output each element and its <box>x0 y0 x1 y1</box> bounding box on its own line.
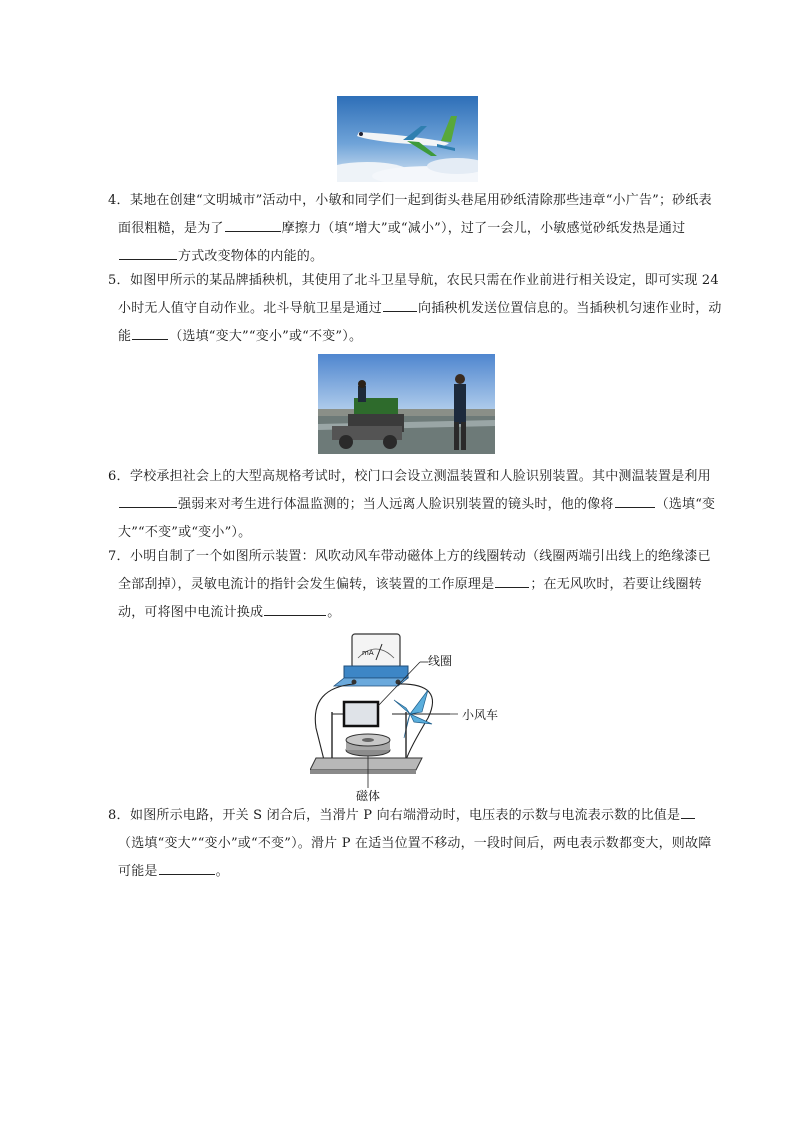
answer-blank[interactable] <box>119 244 177 260</box>
question-text: 向插秧机发送位置信息的。当插秧机匀速作业时，动能 <box>118 301 722 344</box>
question-text: 方式改变物体的内能的。 <box>178 249 324 264</box>
answer-blank[interactable] <box>225 216 281 232</box>
question-text: 如图甲所示的某品牌插秧机，其使用了北斗卫星导航，农民只需在作业前进行相关设定，即可实现 24 小时无人值守自动作业。北斗导航卫星是通过 <box>118 273 719 316</box>
magnet-label: 磁体 <box>356 789 381 803</box>
question-text: （选填“变大”“变小”或“不变”）。 <box>169 329 363 344</box>
question-text: 。 <box>215 864 229 879</box>
meter-unit-label: mA <box>362 649 374 657</box>
question-text: （选填“变大”“变小”或“不变”）。滑片 P 在适当位置不移动，一段时间后，两电表示数都变大，则故障可能是 <box>118 836 712 879</box>
answer-blank[interactable] <box>132 324 168 340</box>
airplane-photo <box>337 96 478 182</box>
question-5 <box>108 267 722 351</box>
question-text: （选填“变大”“不变”或“变小”）。 <box>118 497 716 540</box>
answer-blank[interactable] <box>383 296 417 312</box>
question-text: 某地在创建“文明城市”活动中，小敏和同学们一起到街头巷尾用砂纸清除那些违章“小广告”；砂纸表面很粗糙，是为了 <box>118 193 712 236</box>
answer-blank[interactable] <box>159 859 215 875</box>
answer-blank[interactable] <box>495 572 529 588</box>
answer-blank[interactable] <box>615 492 655 508</box>
question-text: ；在无风吹时，若要让线圈转动，可将图中电流计换成 <box>118 577 702 620</box>
question-text: 如图所示电路，开关 S 闭合后，当滑片 P 向右端滑动时，电压表的示数与电流表示数的比值是 <box>130 808 681 823</box>
question-7 <box>108 543 722 627</box>
question-text: 。 <box>327 605 341 620</box>
rice-transplanter-photo <box>318 354 495 454</box>
answer-blank[interactable] <box>681 803 695 819</box>
question-4 <box>108 187 722 271</box>
windmill-label: 小风车 <box>462 708 499 722</box>
question-text: 摩擦力（填“增大”或“减小”），过了一会儿，小敏感觉砂纸发热是通过 <box>281 221 686 236</box>
answer-blank[interactable] <box>264 600 326 616</box>
question-number: 4． <box>108 193 130 208</box>
windmill-generator-figure <box>310 628 510 803</box>
question-text: 小明自制了一个如图所示装置：风吹动风车带动磁体上方的线圈转动（线圈两端引出线上的绝缘漆已全部刮掉），灵敏电流计的指针会发生偏转，该装置的工作原理是 <box>118 549 711 592</box>
question-number: 5． <box>108 273 130 288</box>
answer-blank[interactable] <box>119 492 177 508</box>
question-text: 学校承担社会上的大型高规格考试时，校门口会设立测温装置和人脸识别装置。其中测温装置是利用 <box>130 469 711 484</box>
coil-label: 线圈 <box>428 654 453 668</box>
question-number: 6． <box>108 469 130 484</box>
question-number: 7． <box>108 549 130 564</box>
question-6 <box>108 463 722 547</box>
question-number: 8． <box>108 808 130 823</box>
question-8 <box>108 802 722 886</box>
question-text: 强弱来对考生进行体温监测的；当人远离人脸识别装置的镜头时，他的像将 <box>178 497 614 512</box>
